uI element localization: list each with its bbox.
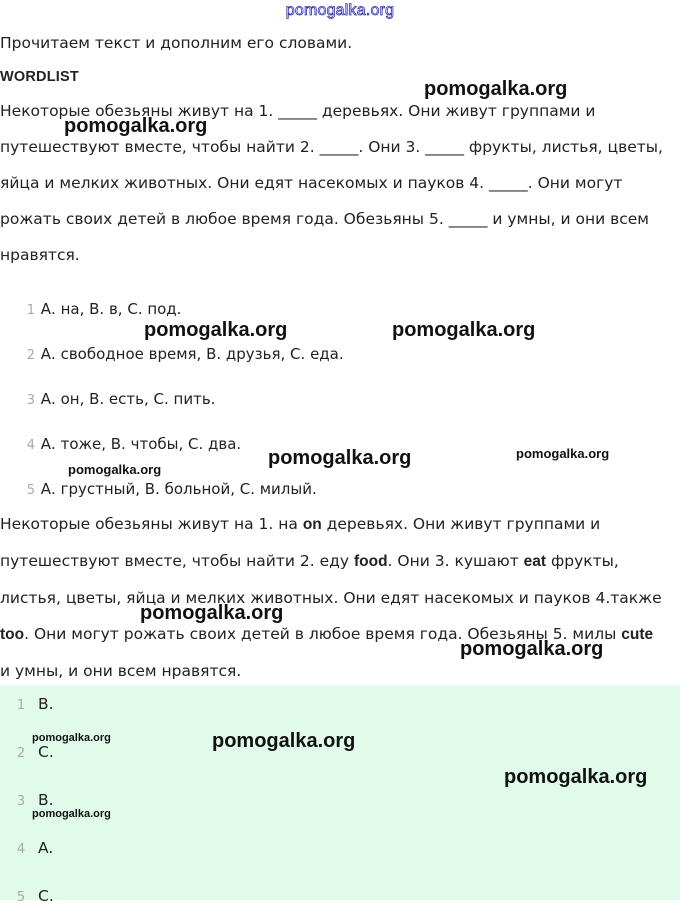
question-options: А. грустный, В. больной, С. милый.	[40, 480, 317, 498]
filled-line: too. Они могут рожать своих детей в любое время года. Обезьяны 5. милы cute	[0, 625, 654, 643]
intro-text: Прочитаем текст и дополним его словами.	[0, 34, 353, 52]
question-options: А. на, В. в, С. под.	[40, 300, 182, 318]
question-item	[0, 435, 241, 453]
watermark: pomogalka.org	[140, 602, 284, 624]
question-options: А. он, В. есть, С. пить.	[40, 390, 216, 408]
question-item	[0, 390, 215, 408]
answer-letter: C.	[38, 743, 54, 761]
answer-letter: C.	[38, 887, 54, 905]
question-number: 1	[26, 303, 35, 318]
filled-line: листья, цветы, яйца и мелких животных. Они едят насекомых и пауков 4.также	[0, 589, 662, 607]
english-word: too	[0, 626, 25, 643]
watermark: pomogalka.org	[516, 446, 610, 461]
watermark: pomogalka.org	[144, 319, 288, 341]
answer-number: 3	[16, 794, 26, 809]
answers-panel	[0, 685, 680, 905]
filled-line: и умны, и они всем нравятся.	[0, 662, 242, 680]
watermark: pomogalka.org	[268, 447, 412, 469]
watermark: pomogalka.org	[64, 115, 208, 137]
filled-text	[0, 506, 676, 689]
site-logo: pomogalka.org	[285, 2, 395, 19]
english-word: food	[353, 553, 388, 570]
answer-number: 2	[16, 746, 26, 761]
english-word: cute	[621, 626, 654, 643]
answer-item	[0, 887, 54, 905]
answer-item	[0, 695, 54, 713]
filled-line: путешествуют вместе, чтобы найти 2. еду food. Они 3. кушают eat фрукты,	[0, 552, 619, 570]
question-options: А. тоже, В. чтобы, С. два.	[40, 435, 242, 453]
answer-item	[0, 791, 54, 809]
gapped-line: яйца и мелких животных. Они едят насекомых и пауков 4. _____. Они могут	[0, 174, 623, 192]
answer-number: 4	[16, 842, 26, 857]
question-number: 5	[26, 483, 35, 498]
gapped-line: путешествуют вместе, чтобы найти 2. _____. Они 3. _____ фрукты, листья, цветы,	[0, 138, 663, 156]
gapped-line: Некоторые обезьяны живут на 1. _____ деревьях. Они живут группами и	[0, 102, 596, 120]
answer-letter: B.	[38, 791, 54, 809]
english-word: eat	[523, 553, 547, 570]
answer-letter: A.	[38, 839, 54, 857]
watermark: pomogalka.org	[392, 319, 536, 341]
question-number: 2	[26, 348, 35, 363]
english-word: on	[302, 516, 322, 533]
watermark: pomogalka.org	[504, 766, 648, 788]
wordlist-heading: WORDLIST	[0, 69, 79, 85]
answer-item	[0, 743, 54, 761]
watermark: pomogalka.org	[212, 730, 356, 752]
answer-number: 5	[16, 890, 26, 905]
watermark: pomogalka.org	[68, 462, 162, 477]
answer-letter: B.	[38, 695, 54, 713]
question-number: 3	[26, 393, 35, 408]
watermark: pomogalka.org	[460, 638, 604, 660]
filled-line: Некоторые обезьяны живут на 1. на on деревьях. Они живут группами и	[0, 515, 601, 533]
watermark: pomogalka.org	[32, 732, 111, 744]
question-number: 4	[26, 438, 35, 453]
watermark: pomogalka.org	[424, 78, 568, 100]
answer-number: 1	[16, 698, 26, 713]
question-options: А. свободное время, В. друзья, С. еда.	[40, 345, 344, 363]
answer-item	[0, 839, 53, 857]
question-item	[0, 300, 181, 318]
gapped-line: нравятся.	[0, 246, 80, 264]
gapped-line: рожать своих детей в любое время года. Обезьяны 5. _____ и умны, и они всем	[0, 210, 649, 228]
watermark: pomogalka.org	[32, 808, 111, 820]
question-item	[0, 345, 344, 363]
question-item	[0, 480, 317, 498]
